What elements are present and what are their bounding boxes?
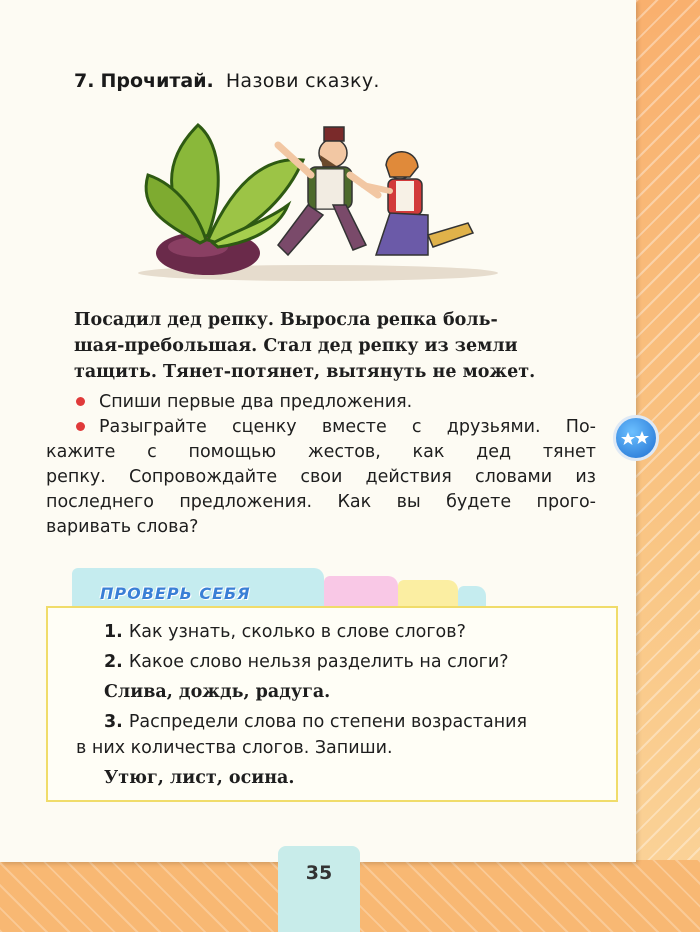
task-bullets bbox=[46, 390, 596, 540]
bullet-text: Разыграйте сценку вместе с друзьями. По- bbox=[99, 417, 596, 437]
bullet-item bbox=[46, 415, 596, 440]
task-number: 7. bbox=[74, 70, 95, 92]
question-text: Как узнать, сколько в слове слогов? bbox=[128, 622, 466, 642]
bullet-text-line: кажите с помощью жестов, как дед тянет bbox=[46, 442, 596, 462]
question-1 bbox=[104, 622, 466, 642]
bullet-text-line: репку. Сопровождайте свои действия словами из bbox=[46, 467, 596, 487]
question-number: 1. bbox=[104, 622, 123, 642]
poem-line: шая-пребольшая. Стал дед репку из земли bbox=[74, 336, 518, 356]
check-yourself-box bbox=[46, 606, 618, 802]
bullet-dot-icon bbox=[76, 422, 85, 431]
task-heading bbox=[74, 70, 380, 92]
task-verb: Прочитай. bbox=[100, 70, 214, 92]
page-number-tab bbox=[278, 846, 360, 932]
bullet-text-line: варивать слова? bbox=[46, 517, 199, 537]
stars-badge-icon[interactable] bbox=[613, 415, 659, 461]
question-2-words: Слива, дождь, радуга. bbox=[104, 682, 331, 702]
fairy-tale-text bbox=[74, 307, 594, 385]
right-decorative-margin bbox=[636, 0, 700, 932]
question-text: Распредели слова по степени возрастания bbox=[128, 712, 528, 732]
turnip-story-illustration bbox=[128, 105, 508, 285]
question-3 bbox=[104, 712, 527, 732]
bullet-text-line: последнего предложения. Как вы будете прого- bbox=[46, 492, 596, 512]
question-number: 2. bbox=[104, 652, 123, 672]
question-text: Какое слово нельзя разделить на слоги? bbox=[128, 652, 509, 672]
question-2 bbox=[104, 652, 509, 672]
task-instruction: Назови сказку. bbox=[225, 70, 380, 92]
question-3-words: Утюг, лист, осина. bbox=[104, 768, 295, 788]
check-yourself-label: ПРОВЕРЬ СЕБЯ bbox=[100, 584, 251, 603]
question-3-continued: в них количества слогов. Запиши. bbox=[76, 738, 393, 758]
question-number: 3. bbox=[104, 712, 123, 732]
poem-line: тащить. Тянет-потянет, вытянуть не может. bbox=[74, 362, 536, 382]
bullet-text: Спиши первые два предложения. bbox=[99, 392, 413, 412]
bullet-dot-icon bbox=[76, 397, 85, 406]
poem-line: Посадил дед репку. Выросла репка боль- bbox=[74, 310, 498, 330]
page-number: 35 bbox=[305, 862, 333, 884]
bullet-item bbox=[46, 390, 596, 415]
